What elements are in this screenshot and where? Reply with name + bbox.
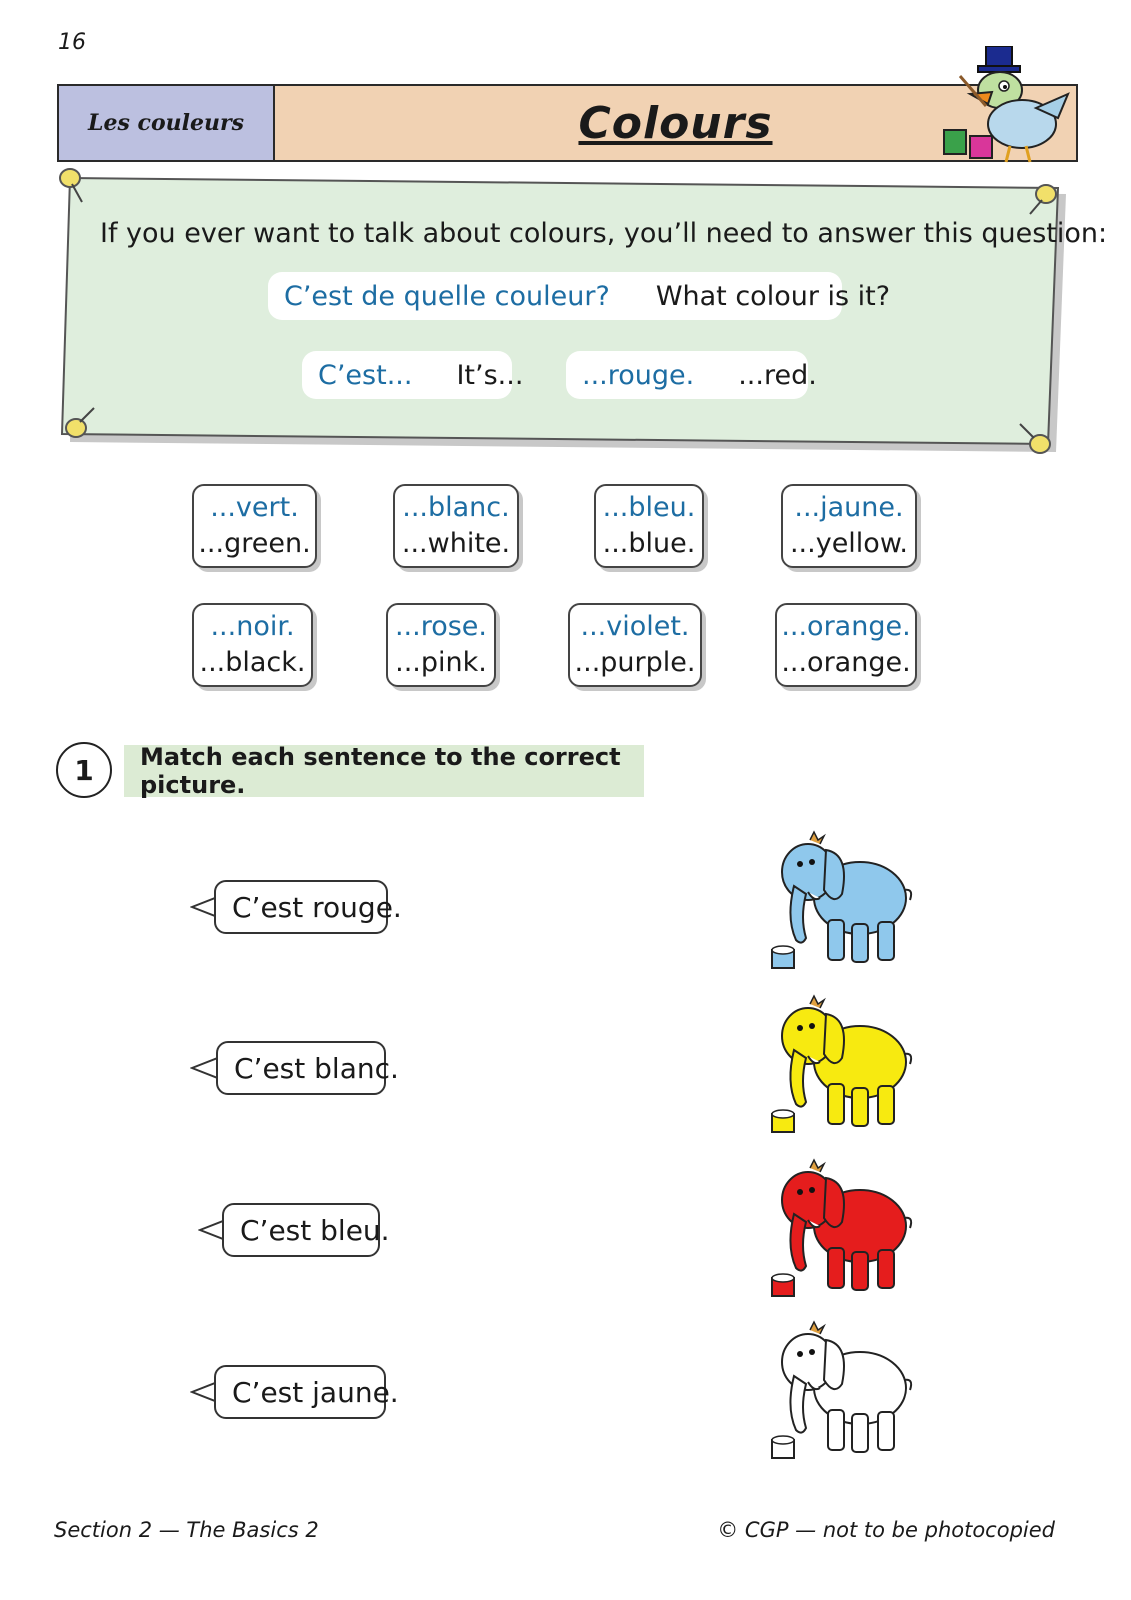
colour-en: ...green.: [198, 528, 311, 559]
intro-text: If you ever want to talk about colours, you’ll need to answer this question:: [100, 218, 1108, 249]
elephant-icon[interactable]: [768, 1318, 918, 1468]
colour-card: [594, 484, 704, 568]
colour-card: [781, 484, 917, 568]
footer-copyright: © CGP — not to be photocopied: [717, 1518, 1055, 1542]
sentence-text: C’est bleu.: [240, 1213, 390, 1247]
page-number: 16: [58, 30, 86, 55]
footer-section: Section 2 — The Basics 2: [54, 1518, 319, 1542]
colour-card: [192, 603, 313, 687]
colour-fr: ...noir.: [210, 611, 295, 642]
example-en: ...red.: [738, 359, 817, 391]
section-header: [57, 84, 1078, 162]
header-subtitle: Les couleurs: [59, 86, 275, 160]
colour-card: [386, 603, 496, 687]
sentence-bubble[interactable]: [222, 1203, 390, 1257]
colour-fr: ...vert.: [210, 492, 299, 523]
question-pill: [268, 272, 891, 320]
elephant-icon[interactable]: [768, 1156, 918, 1306]
colour-fr: ...rose.: [394, 611, 488, 642]
question-number: 1: [56, 742, 112, 798]
question-instruction: Match each sentence to the correct picture.: [124, 745, 644, 797]
sentence-bubble[interactable]: [214, 1365, 399, 1419]
colour-en: ...pink.: [395, 647, 487, 678]
sentence-text: C’est jaune.: [232, 1375, 399, 1409]
colour-fr: ...blanc.: [402, 492, 510, 523]
pin-icon: [1014, 418, 1054, 458]
elephant-icon[interactable]: [768, 828, 918, 978]
colour-en: ...black.: [199, 647, 306, 678]
sentence-bubble[interactable]: [214, 880, 402, 934]
question-fr: C’est de quelle couleur?: [284, 280, 610, 312]
painter-bird-icon: [940, 46, 1080, 166]
colour-fr: ...orange.: [781, 611, 911, 642]
colour-card: [568, 603, 702, 687]
sentence-text: C’est blanc.: [234, 1051, 399, 1085]
elephant-icon[interactable]: [768, 992, 918, 1142]
colour-fr: ...jaune.: [794, 492, 904, 523]
sentence-text: C’est rouge.: [232, 890, 402, 924]
pin-icon: [58, 166, 88, 206]
example-pill: [302, 351, 524, 399]
colour-en: ...blue.: [602, 528, 696, 559]
colour-en: ...yellow.: [789, 528, 909, 559]
colour-fr: ...bleu.: [602, 492, 696, 523]
pin-icon: [1024, 180, 1064, 220]
example-en: It’s...: [456, 359, 524, 391]
colour-en: ...white.: [401, 528, 511, 559]
question-en: What colour is it?: [655, 280, 891, 312]
colour-fr: ...violet.: [580, 611, 690, 642]
colour-card: [775, 603, 917, 687]
colour-en: ...purple.: [574, 647, 696, 678]
pin-icon: [62, 404, 102, 444]
colour-card: [393, 484, 519, 568]
example-fr: C’est...: [318, 359, 413, 391]
example-fr: ...rouge.: [582, 359, 695, 391]
colour-en: ...orange.: [781, 647, 911, 678]
page-title: Colours: [578, 97, 773, 149]
colour-card: [192, 484, 317, 568]
sentence-bubble[interactable]: [216, 1041, 399, 1095]
example-pill: [566, 351, 817, 399]
